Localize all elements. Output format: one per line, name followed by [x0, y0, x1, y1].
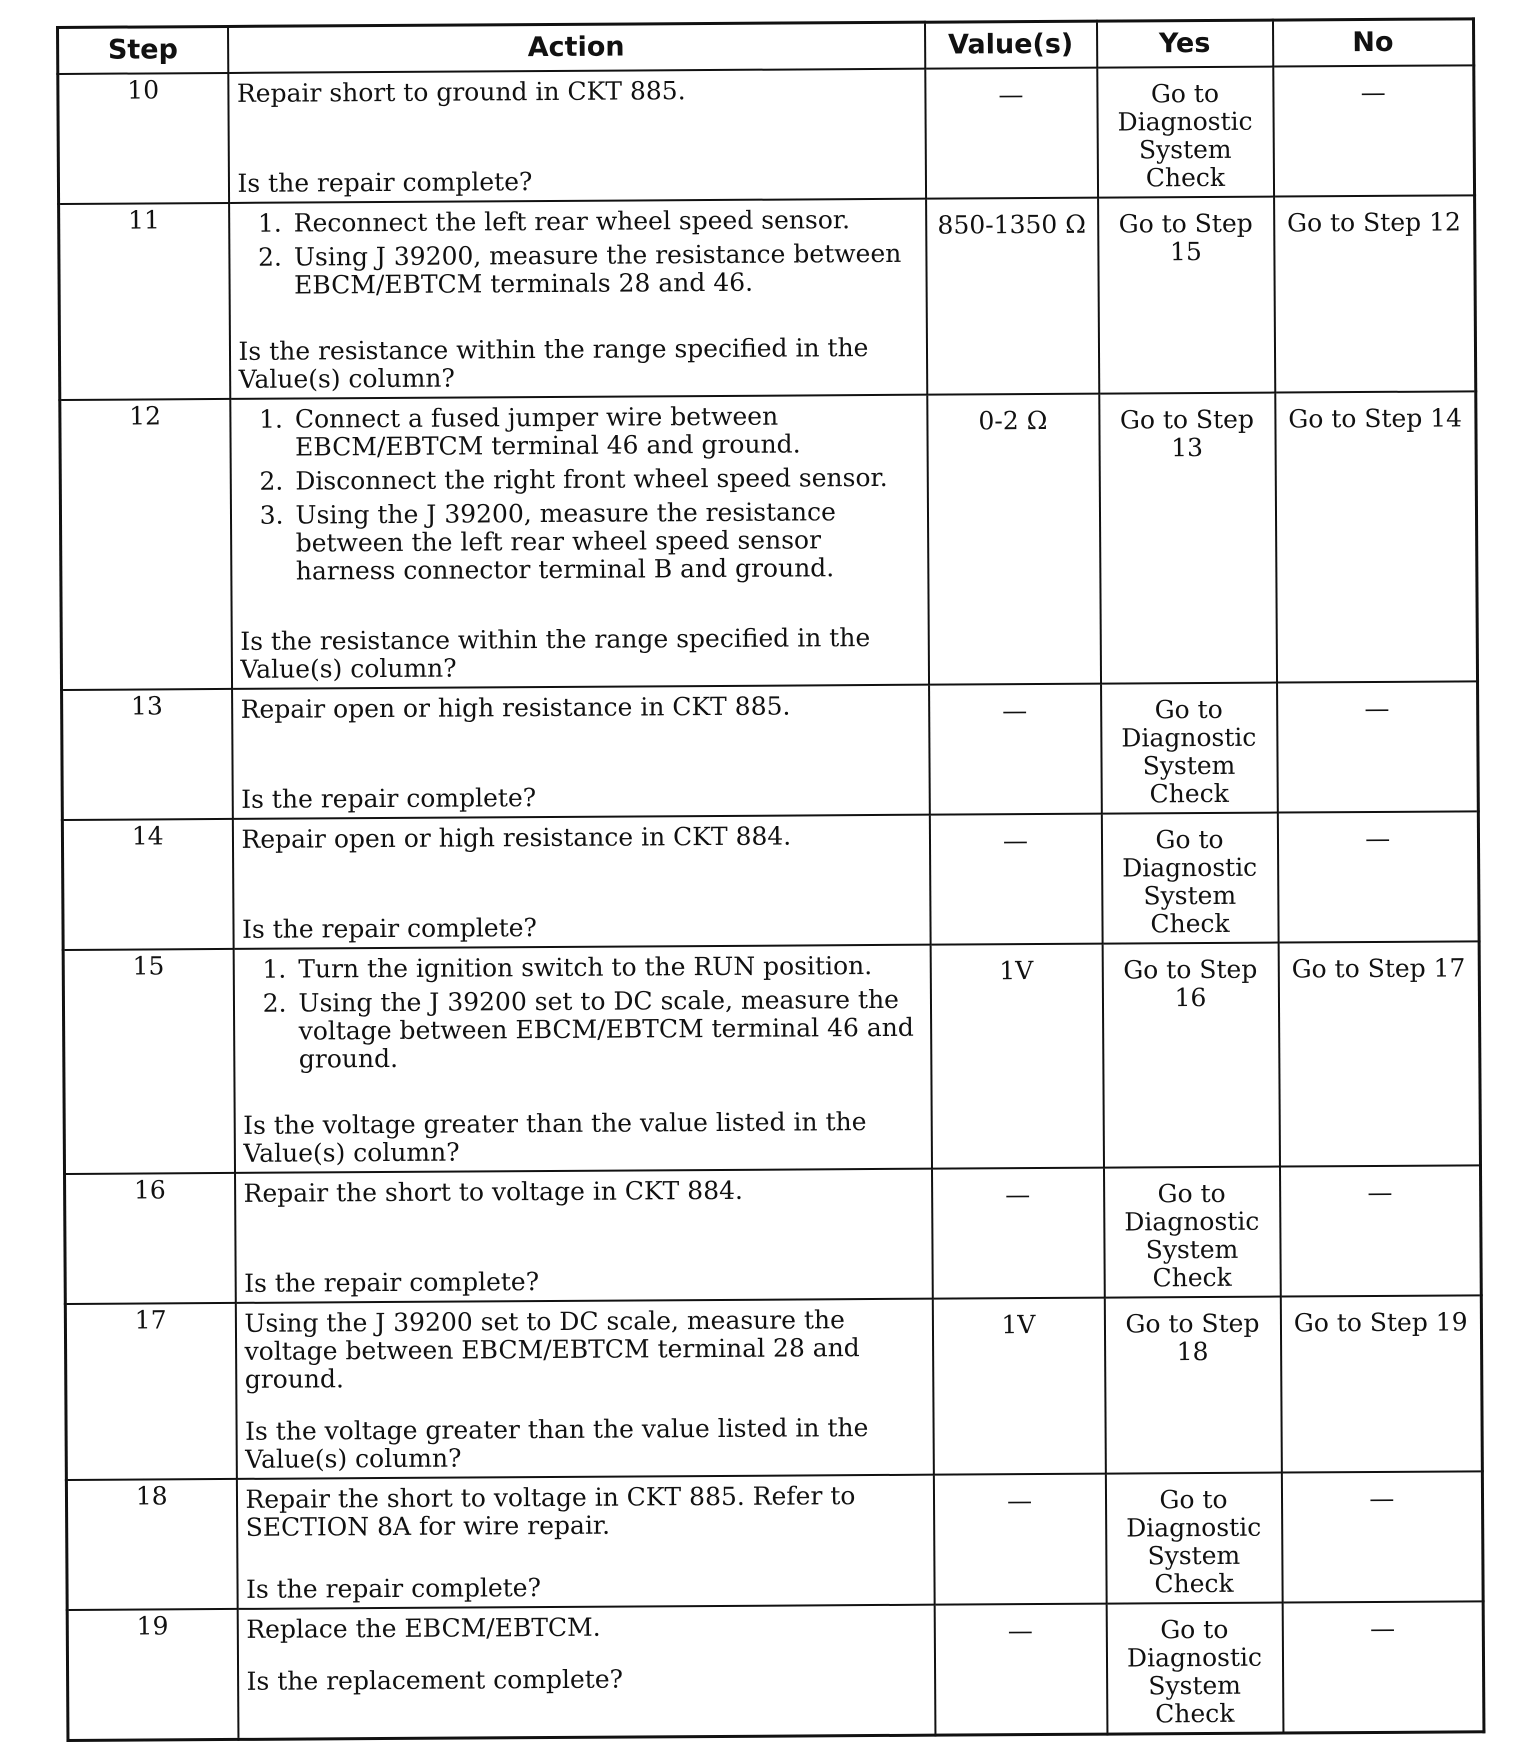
action-cell [232, 815, 930, 949]
action-steps-list [238, 206, 918, 306]
yes-cell: Go to Diagnostic System Check [1101, 813, 1278, 944]
no-cell: — [1277, 681, 1479, 812]
action-cell [235, 1299, 933, 1479]
step-cell: 19 [67, 1609, 238, 1741]
value-cell: — [933, 1474, 1106, 1605]
step-cell: 15 [63, 949, 234, 1174]
value-cell: 1V [932, 1298, 1105, 1475]
step-cell: 12 [60, 399, 232, 690]
yes-cell: Go to Diagnostic System Check [1097, 67, 1274, 198]
value-cell: — [929, 814, 1102, 945]
value-cell: 1V [930, 944, 1103, 1169]
action-question: Is the repair complete? [244, 1267, 540, 1298]
action-question: Is the repair complete? [245, 1573, 542, 1604]
action-cell [230, 395, 929, 689]
no-cell: Go to Step 17 [1278, 941, 1480, 1166]
value-cell: 850-1350 Ω [926, 198, 1099, 395]
no-cell: — [1279, 1165, 1481, 1296]
action-cell [228, 69, 926, 203]
step-cell: 11 [59, 203, 230, 400]
action-question: Is the voltage greater than the value listed in the Value(s) column? [244, 1413, 869, 1474]
action-text: Repair the short to voltage in CKT 885. Refer to SECTION 8A for wire repair. [245, 1481, 856, 1542]
step-cell: 18 [66, 1479, 237, 1610]
header-value: Value(s) [924, 21, 1096, 69]
action-step: 3. Using the J 39200, measure the resistance between the left rear wheel speed sensor harness connector terminal B and ground. [291, 498, 919, 586]
action-step: 1. Connect a fused jumper wire between EBCM/EBTCM terminal 46 and ground. [291, 402, 918, 462]
action-cell [233, 945, 931, 1173]
action-cell [229, 199, 927, 399]
step-cell: 16 [65, 1173, 236, 1304]
table-row [66, 1471, 1483, 1610]
table-row [58, 65, 1475, 204]
yes-cell: Go to Step 13 [1099, 393, 1277, 684]
table-row [67, 1601, 1484, 1740]
table-row [65, 1165, 1482, 1304]
no-cell: — [1273, 65, 1475, 196]
table-row [59, 195, 1476, 400]
table-row [62, 681, 1479, 820]
yes-cell: Go to Step 15 [1098, 197, 1275, 394]
yes-cell: Go to Diagnostic System Check [1103, 1167, 1280, 1298]
action-step: 2. Disconnect the right front wheel speed sensor. [291, 464, 918, 496]
no-cell: — [1281, 1471, 1483, 1602]
value-cell: — [934, 1604, 1107, 1736]
action-question: Is the voltage greater than the value listed in the Value(s) column? [243, 1107, 867, 1168]
value-cell: — [925, 68, 1098, 199]
action-text: Replace the EBCM/EBTCM. [246, 1612, 601, 1644]
step-cell: 17 [65, 1303, 236, 1480]
no-cell: Go to Step 14 [1275, 391, 1478, 682]
step-cell: 14 [62, 819, 233, 950]
action-text: Repair open or high resistance in CKT 884. [241, 821, 792, 854]
yes-cell: Go to Step 18 [1104, 1297, 1281, 1474]
header-no: No [1272, 19, 1473, 67]
yes-cell: Go to Diagnostic System Check [1106, 1603, 1283, 1735]
table-body [58, 65, 1484, 1740]
step-cell: 10 [58, 73, 229, 204]
action-cell [236, 1475, 934, 1609]
action-question: Is the resistance within the range specified in the Value(s) column? [240, 623, 871, 684]
value-cell: — [931, 1168, 1104, 1299]
action-text: Repair open or high resistance in CKT 885. [240, 691, 791, 724]
no-cell: Go to Step 19 [1280, 1295, 1482, 1472]
header-step: Step [58, 26, 228, 74]
action-step: 1. Turn the ignition switch to the RUN position. [294, 952, 921, 984]
no-cell: Go to Step 12 [1274, 195, 1476, 392]
action-step: 2. Using the J 39200 set to DC scale, measure the voltage between EBCM/EBTCM terminal 46 and ground. [294, 986, 922, 1074]
action-cell [235, 1169, 933, 1303]
yes-cell: Go to Diagnostic System Check [1105, 1473, 1282, 1604]
value-cell: 0-2 Ω [927, 394, 1101, 685]
no-cell: — [1277, 811, 1479, 942]
yes-cell: Go to Step 16 [1102, 943, 1279, 1168]
action-cell [232, 685, 930, 819]
action-text: Repair short to ground in CKT 885. [236, 76, 686, 108]
action-step: 1. Reconnect the left rear wheel speed sensor. [290, 206, 917, 238]
action-step: 2. Using J 39200, measure the resistance between EBCM/EBTCM terminals 28 and 46. [290, 240, 917, 300]
no-cell: — [1282, 1601, 1484, 1733]
value-cell: — [929, 684, 1102, 815]
header-action: Action [228, 22, 925, 73]
action-steps-list [239, 402, 919, 592]
action-question: Is the repair complete? [237, 167, 533, 198]
action-question: Is the repair complete? [241, 783, 537, 814]
step-cell: 13 [62, 689, 233, 820]
table-row [63, 941, 1480, 1174]
action-question: Is the replacement complete? [246, 1664, 624, 1696]
diagnostic-table-page [56, 17, 1482, 1729]
diagnostic-table [56, 17, 1485, 1742]
header-yes: Yes [1096, 20, 1272, 68]
action-question: Is the resistance within the range specified in the Value(s) column? [238, 333, 869, 394]
action-steps-list [242, 952, 922, 1080]
action-cell [237, 1605, 935, 1740]
action-text: Repair the short to voltage in CKT 884. [243, 1175, 743, 1208]
table-row [62, 811, 1479, 950]
action-text: Using the J 39200 set to DC scale, measure the voltage between EBCM/EBTCM terminal 28 and ground. [244, 1305, 860, 1394]
yes-cell: Go to Diagnostic System Check [1101, 683, 1278, 814]
table-row [65, 1295, 1482, 1480]
action-question: Is the repair complete? [241, 913, 537, 944]
table-row [60, 391, 1478, 690]
